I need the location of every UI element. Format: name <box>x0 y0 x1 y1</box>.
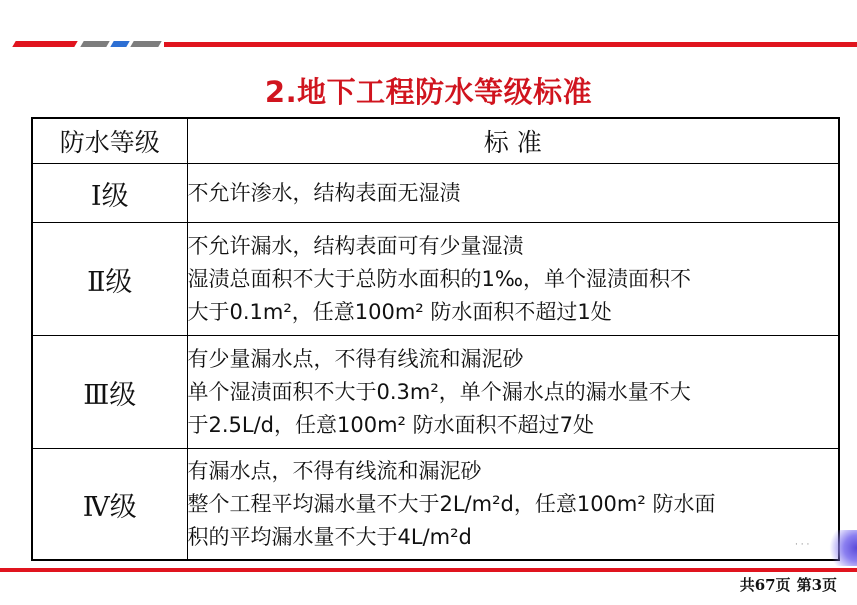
standard-cell <box>187 223 839 336</box>
bottom-rule <box>0 568 857 572</box>
total-pages: 共67页 <box>739 576 791 594</box>
standard-line: 单个湿渍面积不大于0.3m²，单个漏水点的漏水量不大 <box>187 379 691 404</box>
table-row <box>32 336 839 449</box>
standard-cell <box>187 336 839 449</box>
column-header-standard: 标 准 <box>187 118 839 164</box>
decorative-dots: · · · <box>795 540 810 550</box>
stripe-line <box>164 42 857 47</box>
table-row <box>32 223 839 336</box>
grade-cell: Ⅰ级 <box>32 164 187 223</box>
table-row <box>32 449 839 561</box>
decorative-orb <box>825 530 857 566</box>
stripe-segment <box>12 41 77 47</box>
grade-cell: Ⅳ级 <box>32 449 187 561</box>
standard-line: 湿渍总面积不大于总防水面积的1‰，单个湿渍面积不 <box>187 266 692 291</box>
grade-cell: Ⅱ级 <box>32 223 187 336</box>
standard-cell <box>187 164 839 223</box>
standard-line: 有少量漏水点，不得有线流和漏泥砂 <box>187 346 524 371</box>
page-indicator <box>734 574 837 595</box>
slide-title: 2.地下工程防水等级标准 <box>264 75 593 109</box>
top-decorative-stripe <box>14 41 857 47</box>
current-page: 第3页 <box>796 576 837 594</box>
standard-line: 不允许漏水，结构表面可有少量湿渍 <box>187 233 524 258</box>
column-header-grade: 防水等级 <box>32 118 187 164</box>
standard-line: 积的平均漏水量不大于4L/m²d <box>187 524 472 549</box>
stripe-segment <box>80 41 109 47</box>
table-row <box>32 164 839 223</box>
standard-line: 不允许渗水，结构表面无湿渍 <box>187 180 461 205</box>
stripe-segment <box>130 41 161 47</box>
standard-line: 整个工程平均漏水量不大于2L/m²d，任意100m² 防水面 <box>187 491 716 516</box>
standard-line: 于2.5L/d，任意100m² 防水面积不超过7处 <box>187 412 594 437</box>
standard-line: 大于0.1m²，任意100m² 防水面积不超过1处 <box>187 299 612 324</box>
waterproof-grade-table <box>31 117 840 561</box>
grade-cell: Ⅲ级 <box>32 336 187 449</box>
standard-cell <box>187 449 839 561</box>
standard-line: 有漏水点，不得有线流和漏泥砂 <box>187 458 482 483</box>
stripe-segment <box>110 41 129 47</box>
table-header-row <box>32 118 839 164</box>
